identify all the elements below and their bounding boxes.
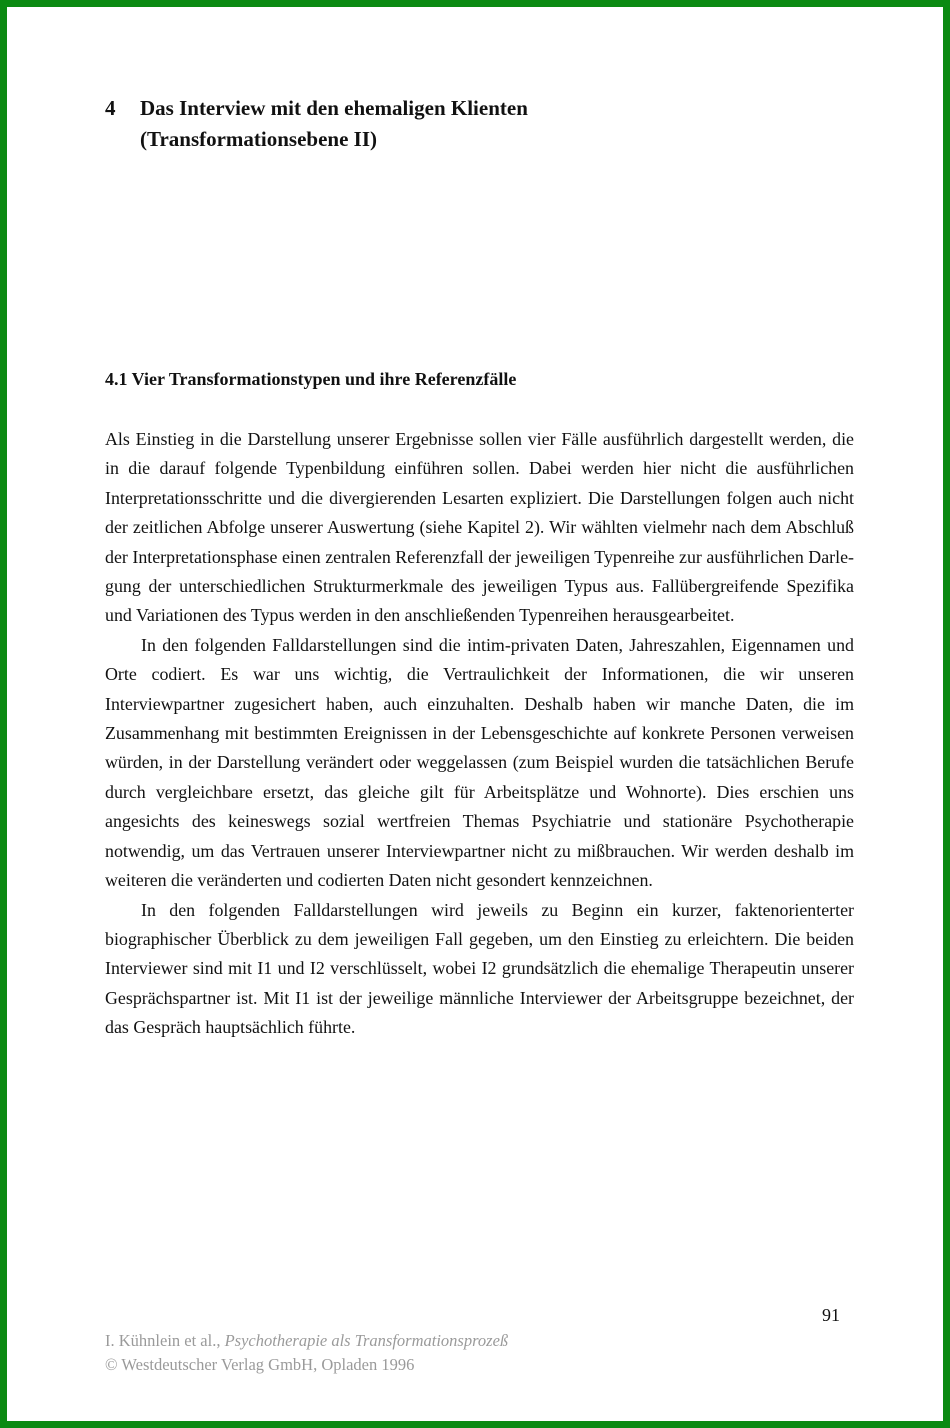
paragraph-1: Als Einstieg in die Darstellung unserer Ergebnisse sollen vier Fälle ausführlich dargestellt werden, die in die darauf folgende Typenbildung einführen sollen. Dabei werden hier nicht die ausführlichen Interpretationsschritte und die divergierenden Lesarten expliziert. Die Darstellungen folgen auch nicht der zeitlichen Abfolge unserer Auswertung (siehe Kapitel 2). Wir wählten vielmehr nach dem Abschluß der Interpretationsphase einen zentralen Referenzfall der jeweiligen Typenreihe zur ausführlichen Darlegung der unterschiedlichen Strukturmerkmale des jeweiligen Typus aus. Fallübergreifende Spezifika und Variationen des Typus werden in den anschließenden Typenreihen herausgearbeitet. — [105, 429, 854, 626]
paragraph-2: In den folgenden Falldarstellungen sind die intim-privaten Daten, Jahreszahlen, Eigennamen und Orte codiert. Es war uns wichtig, die Vertraulichkeit der Informationen, die wir unseren Interviewpartner zugesichert haben, auch einzuhalten. Deshalb haben wir manche Daten, die im Zusammenhang mit bestimmten Ereignissen in der Lebensgeschichte auf konkrete Personen verweisen würden, in der Darstellung verändert oder weggelassen (zum Beispiel wurden die tatsächlichen Berufe durch vergleichbare ersetzt, das gleiche gilt für Arbeitsplätze und Wohnorte). Dies erschien uns angesichts des keineswegs sozial wertfreien Themas Psychiatrie und stationäre Psychotherapie notwendig, um das Vertrauen unserer Interviewpartner nicht zu mißbrauchen. Wir werden deshalb im weiteren die veränderten und codierten Daten nicht gesondert kennzeichnen. — [105, 634, 854, 891]
page-number: 91 — [822, 1305, 840, 1325]
citation-line — [105, 1329, 508, 1353]
chapter-title-line-2: (Transformationsebene II) — [140, 127, 378, 151]
paragraph-3: In den folgenden Falldarstellungen wird jeweils zu Beginn ein kurzer, faktenorienterter biographischer Überblick zu dem jeweiligen Fall gegeben, um den Einstieg zu erleichtern. Die beiden Interviewer sind mit I1 und I2 verschlüsselt, wobei I2 grundsätzlich die ehemalige Therapeutin unserer Gesprächspartner ist. Mit I1 ist der jeweilige männliche Interviewer der Arbeitsgruppe bezeichnet, der das Gespräch hauptsächlich führte. — [105, 899, 854, 1038]
section-heading: 4.1 Vier Transformationstypen und ihre Referenzfälle — [105, 369, 517, 389]
citation-authors: I. Kühnlein et al., — [105, 1331, 225, 1350]
imprint — [105, 1329, 508, 1377]
chapter-number: 4 — [105, 96, 116, 120]
citation-book-title: Psychotherapie als Transformationsprozeß — [224, 1331, 509, 1350]
chapter-heading — [105, 93, 528, 155]
chapter-title — [140, 93, 528, 155]
chapter-title-line-1: Das Interview mit den ehemaligen Klienten — [140, 96, 528, 120]
copyright-line: © Westdeutscher Verlag GmbH, Opladen 1996 — [105, 1355, 415, 1374]
body-text — [105, 425, 854, 1043]
